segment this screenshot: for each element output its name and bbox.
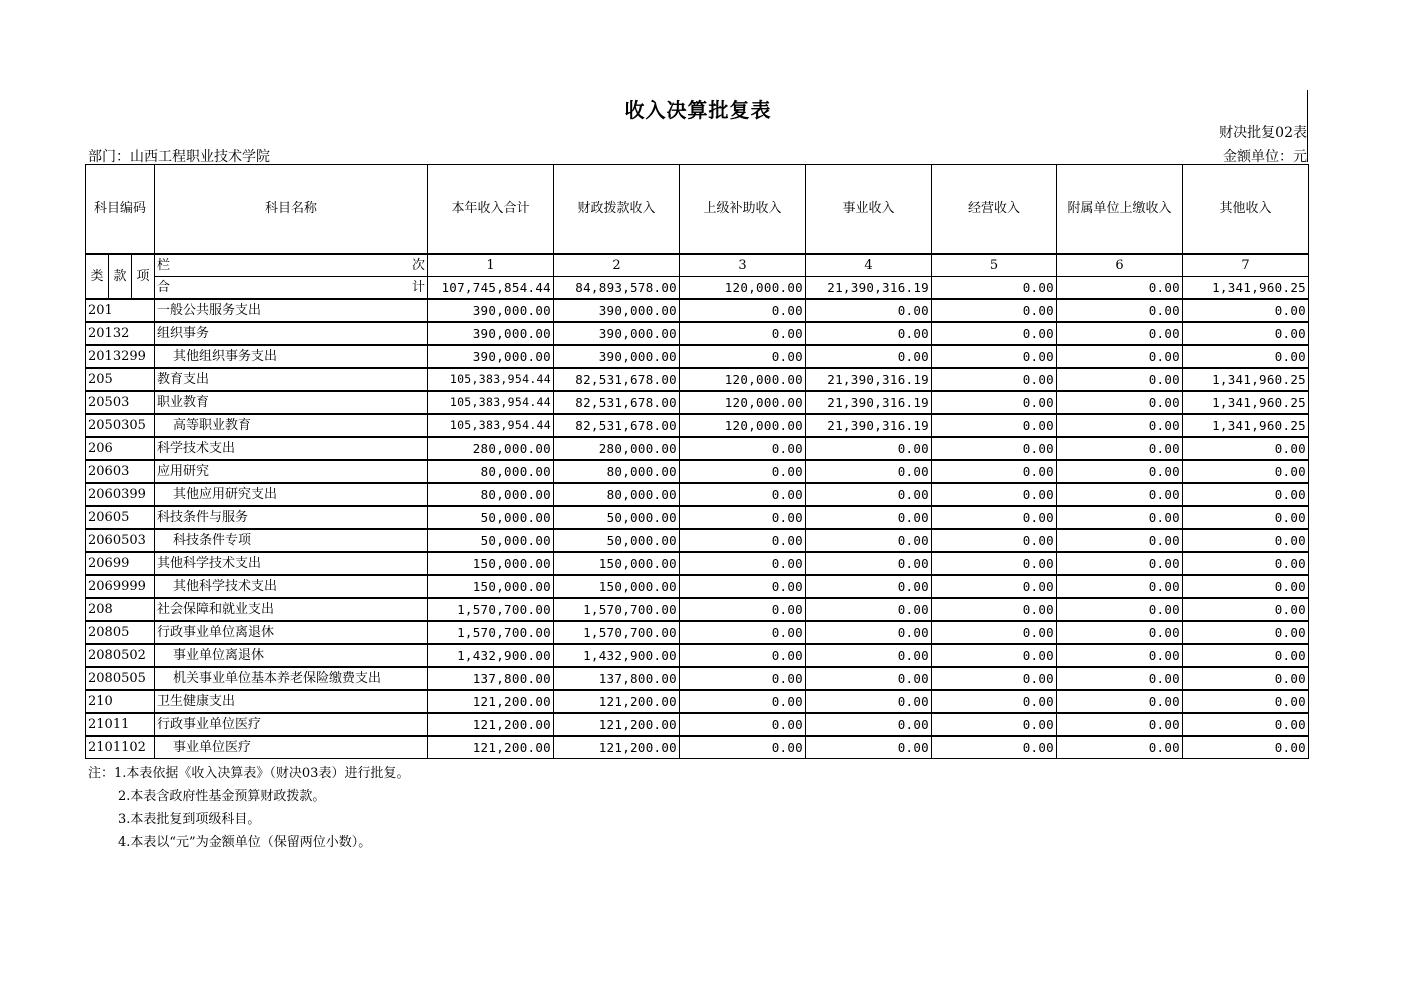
row-value: 0.00	[932, 736, 1057, 759]
col-number: 2	[554, 254, 680, 277]
row-value: 50,000.00	[554, 506, 680, 529]
row-value: 1,570,700.00	[554, 621, 680, 644]
row-name: 卫生健康支出	[157, 694, 236, 709]
row-name-cell	[155, 644, 428, 667]
row-value: 21,390,316.19	[806, 368, 932, 391]
row-value: 0.00	[1057, 552, 1183, 575]
table-row	[86, 575, 1309, 598]
row-value: 1,341,960.25	[1183, 414, 1309, 437]
row-name-cell	[155, 322, 428, 345]
row-value: 0.00	[680, 713, 806, 736]
header-col-6: 附属单位上缴收入	[1057, 165, 1183, 255]
row-value: 0.00	[1183, 644, 1309, 667]
header-col-5: 经营收入	[932, 165, 1057, 255]
total-row	[86, 277, 1309, 300]
row-name-cell	[155, 598, 428, 621]
row-value: 0.00	[1057, 529, 1183, 552]
row-value: 21,390,316.19	[806, 391, 932, 414]
row-code: 2080502	[86, 644, 155, 667]
row-value: 0.00	[806, 575, 932, 598]
row-value: 0.00	[806, 345, 932, 368]
row-value: 120,000.00	[680, 391, 806, 414]
row-value: 0.00	[680, 506, 806, 529]
row-value: 0.00	[932, 713, 1057, 736]
table-row	[86, 713, 1309, 736]
row-value: 0.00	[1057, 483, 1183, 506]
row-value: 0.00	[1183, 598, 1309, 621]
row-name-cell	[155, 368, 428, 391]
row-name-cell	[155, 437, 428, 460]
row-code: 2013299	[86, 345, 155, 368]
row-value: 0.00	[932, 299, 1057, 322]
row-value: 0.00	[932, 598, 1057, 621]
row-value: 0.00	[1183, 437, 1309, 460]
row-value: 0.00	[680, 690, 806, 713]
table-row	[86, 644, 1309, 667]
row-value: 0.00	[932, 322, 1057, 345]
row-code: 20603	[86, 460, 155, 483]
row-value: 0.00	[806, 621, 932, 644]
row-value: 120,000.00	[680, 414, 806, 437]
row-value: 0.00	[932, 621, 1057, 644]
total-value: 120,000.00	[680, 277, 806, 300]
he-label: 合	[157, 280, 171, 295]
note-item: 4.本表以“元”为金额单位（保留两位小数）。	[118, 835, 372, 850]
divider	[1307, 90, 1308, 162]
note-item: 3.本表批复到项级科目。	[118, 812, 261, 827]
row-value: 0.00	[806, 644, 932, 667]
row-name: 科学技术支出	[157, 441, 236, 456]
row-value: 0.00	[806, 736, 932, 759]
row-value: 0.00	[806, 460, 932, 483]
ci-label: 次	[411, 258, 425, 273]
row-name: 其他科学技术支出	[173, 579, 278, 594]
col-number: 1	[428, 254, 554, 277]
column-number-row	[86, 254, 1309, 277]
row-name: 行政事业单位离退休	[157, 625, 275, 640]
row-name: 组织事务	[157, 326, 210, 341]
row-name-cell	[155, 345, 428, 368]
row-value: 0.00	[932, 575, 1057, 598]
row-value: 0.00	[806, 322, 932, 345]
row-value: 0.00	[1057, 598, 1183, 621]
row-value: 0.00	[1183, 736, 1309, 759]
row-name: 事业单位离退休	[173, 648, 265, 663]
row-code: 208	[86, 598, 155, 621]
row-value: 0.00	[680, 575, 806, 598]
header-col-2: 财政拨款收入	[554, 165, 680, 255]
row-value: 1,341,960.25	[1183, 368, 1309, 391]
row-value: 0.00	[1183, 322, 1309, 345]
row-value: 0.00	[1057, 621, 1183, 644]
row-code: 20605	[86, 506, 155, 529]
row-code: 2060399	[86, 483, 155, 506]
unit-label: 金额单位：元	[1223, 149, 1307, 165]
row-value: 0.00	[1183, 483, 1309, 506]
page-title: 收入决算批复表	[624, 98, 772, 122]
row-value: 121,200.00	[554, 736, 680, 759]
row-value: 0.00	[1183, 667, 1309, 690]
row-value: 105,383,954.44	[428, 368, 554, 391]
row-name: 机关事业单位基本养老保险缴费支出	[173, 671, 382, 686]
row-code: 2101102	[86, 736, 155, 759]
row-value: 150,000.00	[554, 575, 680, 598]
row-value: 0.00	[806, 690, 932, 713]
row-value: 0.00	[1057, 713, 1183, 736]
row-name-cell	[155, 483, 428, 506]
row-value: 50,000.00	[428, 529, 554, 552]
row-value: 390,000.00	[428, 345, 554, 368]
row-value: 0.00	[932, 345, 1057, 368]
total-value: 0.00	[932, 277, 1057, 300]
row-value: 0.00	[932, 391, 1057, 414]
row-code: 21011	[86, 713, 155, 736]
row-name: 科技条件专项	[173, 533, 252, 548]
row-code: 20805	[86, 621, 155, 644]
row-name-cell	[155, 391, 428, 414]
table-row	[86, 506, 1309, 529]
row-code: 20503	[86, 391, 155, 414]
row-value: 0.00	[1057, 736, 1183, 759]
row-value: 50,000.00	[554, 529, 680, 552]
row-name: 教育支出	[157, 372, 210, 387]
row-value: 0.00	[806, 552, 932, 575]
row-value: 0.00	[932, 460, 1057, 483]
row-value: 0.00	[680, 598, 806, 621]
header-name: 科目名称	[155, 165, 428, 255]
note-item: 2.本表含政府性基金预算财政拨款。	[118, 789, 326, 804]
row-value: 0.00	[1183, 460, 1309, 483]
row-value: 150,000.00	[428, 575, 554, 598]
row-value: 0.00	[806, 437, 932, 460]
row-value: 0.00	[1183, 529, 1309, 552]
table-row	[86, 368, 1309, 391]
row-value: 0.00	[932, 644, 1057, 667]
lan-label: 栏	[157, 258, 171, 273]
row-name: 其他科学技术支出	[157, 556, 262, 571]
row-value: 0.00	[1183, 575, 1309, 598]
row-code: 205	[86, 368, 155, 391]
row-name-cell	[155, 690, 428, 713]
row-value: 0.00	[1057, 506, 1183, 529]
row-name: 科技条件与服务	[157, 510, 249, 525]
row-value: 1,341,960.25	[1183, 391, 1309, 414]
row-value: 0.00	[1057, 322, 1183, 345]
row-value: 0.00	[932, 437, 1057, 460]
total-value: 21,390,316.19	[806, 277, 932, 300]
row-value: 0.00	[680, 552, 806, 575]
row-value: 0.00	[932, 483, 1057, 506]
row-value: 1,570,700.00	[554, 598, 680, 621]
row-value: 150,000.00	[554, 552, 680, 575]
table-row	[86, 483, 1309, 506]
row-value: 120,000.00	[680, 368, 806, 391]
col-number: 5	[932, 254, 1057, 277]
table-row	[86, 690, 1309, 713]
row-value: 390,000.00	[554, 322, 680, 345]
lan-ci-cell	[155, 254, 428, 277]
row-value: 82,531,678.00	[554, 414, 680, 437]
row-value: 390,000.00	[428, 299, 554, 322]
col-number: 6	[1057, 254, 1183, 277]
row-value: 0.00	[1057, 575, 1183, 598]
row-value: 280,000.00	[428, 437, 554, 460]
row-value: 0.00	[1057, 644, 1183, 667]
row-value: 150,000.00	[428, 552, 554, 575]
row-value: 0.00	[1057, 437, 1183, 460]
row-value: 390,000.00	[554, 299, 680, 322]
row-name: 其他应用研究支出	[173, 487, 278, 502]
row-value: 0.00	[806, 506, 932, 529]
row-value: 0.00	[932, 690, 1057, 713]
row-value: 0.00	[932, 368, 1057, 391]
notes	[88, 762, 409, 854]
table-row	[86, 667, 1309, 690]
row-value: 0.00	[1183, 345, 1309, 368]
col-number: 4	[806, 254, 932, 277]
row-value: 280,000.00	[554, 437, 680, 460]
total-value: 0.00	[1057, 277, 1183, 300]
department-label: 部门：山西工程职业技术学院	[88, 149, 270, 165]
row-value: 0.00	[1057, 460, 1183, 483]
row-value: 0.00	[806, 299, 932, 322]
row-name-cell	[155, 529, 428, 552]
row-value: 390,000.00	[554, 345, 680, 368]
he-ji-cell	[155, 277, 428, 300]
row-value: 137,800.00	[428, 667, 554, 690]
row-name: 其他组织事务支出	[173, 349, 278, 364]
header-col-1: 本年收入合计	[428, 165, 554, 255]
total-value: 1,341,960.25	[1183, 277, 1309, 300]
total-value: 84,893,578.00	[554, 277, 680, 300]
row-value: 80,000.00	[554, 460, 680, 483]
income-table	[85, 164, 1309, 759]
row-code: 206	[86, 437, 155, 460]
row-code: 201	[86, 299, 155, 322]
table-row	[86, 598, 1309, 621]
row-code: 2060503	[86, 529, 155, 552]
row-value: 0.00	[1183, 506, 1309, 529]
row-name: 高等职业教育	[173, 418, 252, 433]
kuan-label: 款	[109, 254, 132, 299]
row-value: 1,432,900.00	[554, 644, 680, 667]
row-value: 80,000.00	[554, 483, 680, 506]
col-number: 3	[680, 254, 806, 277]
row-value: 105,383,954.44	[428, 414, 554, 437]
row-value: 0.00	[680, 621, 806, 644]
row-value: 1,570,700.00	[428, 598, 554, 621]
header-col-7: 其他收入	[1183, 165, 1309, 255]
row-code: 2050305	[86, 414, 155, 437]
row-value: 80,000.00	[428, 483, 554, 506]
row-value: 0.00	[806, 483, 932, 506]
row-value: 0.00	[1183, 299, 1309, 322]
row-value: 0.00	[932, 667, 1057, 690]
row-value: 105,383,954.44	[428, 391, 554, 414]
table-row	[86, 299, 1309, 322]
row-name-cell	[155, 552, 428, 575]
row-value: 0.00	[1183, 713, 1309, 736]
total-value: 107,745,854.44	[428, 277, 554, 300]
row-value: 0.00	[680, 322, 806, 345]
row-value: 0.00	[1057, 391, 1183, 414]
row-value: 1,432,900.00	[428, 644, 554, 667]
row-code: 2080505	[86, 667, 155, 690]
row-value: 0.00	[806, 598, 932, 621]
row-value: 0.00	[806, 713, 932, 736]
row-value: 0.00	[932, 414, 1057, 437]
header-code: 科目编码	[86, 165, 155, 255]
row-code: 210	[86, 690, 155, 713]
row-name-cell	[155, 736, 428, 759]
row-name: 职业教育	[157, 395, 210, 410]
row-value: 0.00	[1057, 667, 1183, 690]
table-row	[86, 414, 1309, 437]
xiang-label: 项	[132, 254, 155, 299]
row-value: 390,000.00	[428, 322, 554, 345]
row-value: 0.00	[1183, 690, 1309, 713]
row-name: 应用研究	[157, 464, 210, 479]
row-value: 0.00	[932, 552, 1057, 575]
header-col-3: 上级补助收入	[680, 165, 806, 255]
row-value: 0.00	[1057, 690, 1183, 713]
row-value: 0.00	[680, 736, 806, 759]
table-row	[86, 437, 1309, 460]
row-value: 0.00	[680, 460, 806, 483]
row-code: 20699	[86, 552, 155, 575]
table-row	[86, 391, 1309, 414]
row-code: 20132	[86, 322, 155, 345]
row-value: 50,000.00	[428, 506, 554, 529]
row-value: 0.00	[932, 506, 1057, 529]
note-item: 注：1.本表依据《收入决算表》（财决03表）进行批复。	[88, 766, 410, 781]
row-name-cell	[155, 575, 428, 598]
row-value: 0.00	[680, 299, 806, 322]
row-value: 21,390,316.19	[806, 414, 932, 437]
row-value: 0.00	[1183, 621, 1309, 644]
table-row	[86, 460, 1309, 483]
row-value: 0.00	[806, 667, 932, 690]
row-value: 0.00	[680, 667, 806, 690]
row-value: 0.00	[680, 644, 806, 667]
ji-label: 计	[411, 280, 425, 295]
row-code: 2069999	[86, 575, 155, 598]
row-value: 121,200.00	[428, 736, 554, 759]
row-value: 0.00	[1057, 345, 1183, 368]
row-value: 82,531,678.00	[554, 391, 680, 414]
row-value: 80,000.00	[428, 460, 554, 483]
header-row	[86, 165, 1309, 255]
lei-label: 类	[86, 254, 109, 299]
row-name: 行政事业单位医疗	[157, 717, 262, 732]
row-name: 社会保障和就业支出	[157, 602, 275, 617]
row-name-cell	[155, 414, 428, 437]
row-value: 0.00	[680, 345, 806, 368]
row-name-cell	[155, 713, 428, 736]
row-value: 121,200.00	[428, 713, 554, 736]
row-name-cell	[155, 506, 428, 529]
row-value: 1,570,700.00	[428, 621, 554, 644]
row-name-cell	[155, 621, 428, 644]
row-value: 0.00	[1183, 552, 1309, 575]
row-value: 0.00	[932, 529, 1057, 552]
row-value: 0.00	[1057, 299, 1183, 322]
table-row	[86, 552, 1309, 575]
row-name: 事业单位医疗	[173, 740, 252, 755]
row-value: 0.00	[1057, 368, 1183, 391]
form-code: 财决批复02表	[1219, 125, 1307, 141]
header-col-4: 事业收入	[806, 165, 932, 255]
table-row	[86, 621, 1309, 644]
col-number: 7	[1183, 254, 1309, 277]
row-value: 0.00	[806, 529, 932, 552]
row-name: 一般公共服务支出	[157, 303, 262, 318]
row-value: 121,200.00	[428, 690, 554, 713]
row-name-cell	[155, 460, 428, 483]
row-value: 121,200.00	[554, 690, 680, 713]
row-value: 0.00	[680, 529, 806, 552]
row-value: 121,200.00	[554, 713, 680, 736]
row-value: 137,800.00	[554, 667, 680, 690]
table-row	[86, 345, 1309, 368]
row-value: 0.00	[680, 437, 806, 460]
table-row	[86, 736, 1309, 759]
row-name-cell	[155, 667, 428, 690]
row-value: 82,531,678.00	[554, 368, 680, 391]
table-row	[86, 529, 1309, 552]
table-row	[86, 322, 1309, 345]
row-value: 0.00	[680, 483, 806, 506]
row-name-cell	[155, 299, 428, 322]
row-value: 0.00	[1057, 414, 1183, 437]
